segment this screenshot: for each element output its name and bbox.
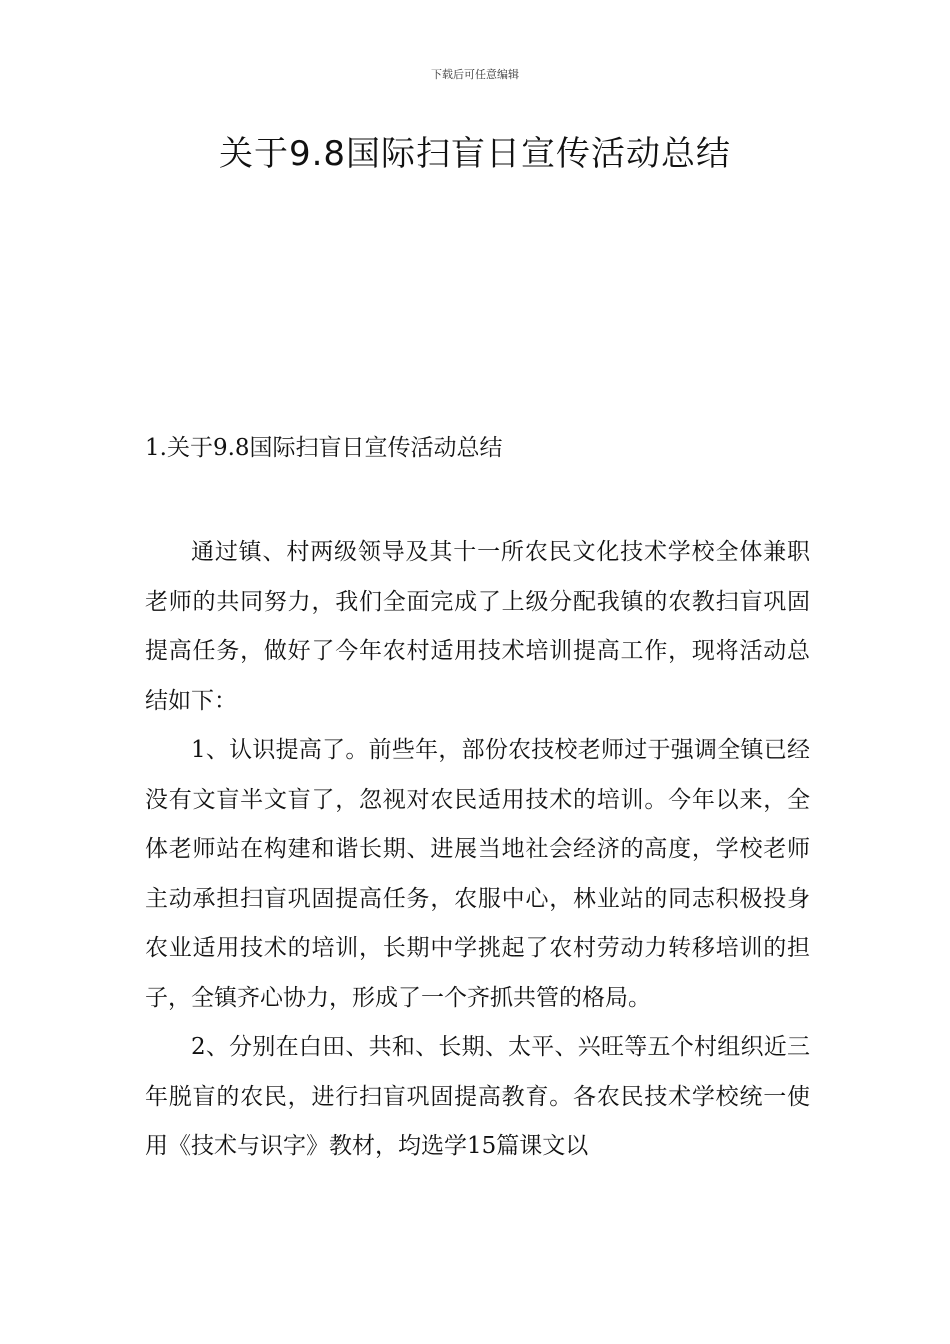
paragraph-point-1: 1、认识提高了。前些年，部份农技校老师过于强调全镇已经没有文盲半文盲了，忽视对农民适用技术的培训。今年以来，全体老师站在构建和谐长期、进展当地社会经济的高度，学校老师主动承担扫盲巩固提高任务，农服中心，林业站的同志积极投身农业适用技术的培训，长期中学挑起了农村劳动力转移培训的担子，全镇齐心协力，形成了一个齐抓共管的格局。 bbox=[145, 737, 810, 1011]
paragraph-point-2: 2、分别在白田、共和、长期、太平、兴旺等五个村组织近三年脱盲的农民，进行扫盲巩固提高教育。各农民技术学校统一使用《技术与识字》教材，均选学15篇课文以 bbox=[145, 1034, 810, 1159]
document-body bbox=[145, 528, 810, 1172]
document-title: 关于9.8国际扫盲日宣传活动总结 bbox=[218, 134, 732, 174]
section-heading: 1.关于9.8国际扫盲日宣传活动总结 bbox=[145, 435, 503, 461]
paragraph-intro: 通过镇、村两级领导及其十一所农民文化技术学校全体兼职老师的共同努力，我们全面完成了上级分配我镇的农教扫盲巩固提高任务，做好了今年农村适用技术培训提高工作，现将活动总结如下： bbox=[145, 539, 810, 714]
header-note: 下载后可任意编辑 bbox=[431, 68, 519, 81]
